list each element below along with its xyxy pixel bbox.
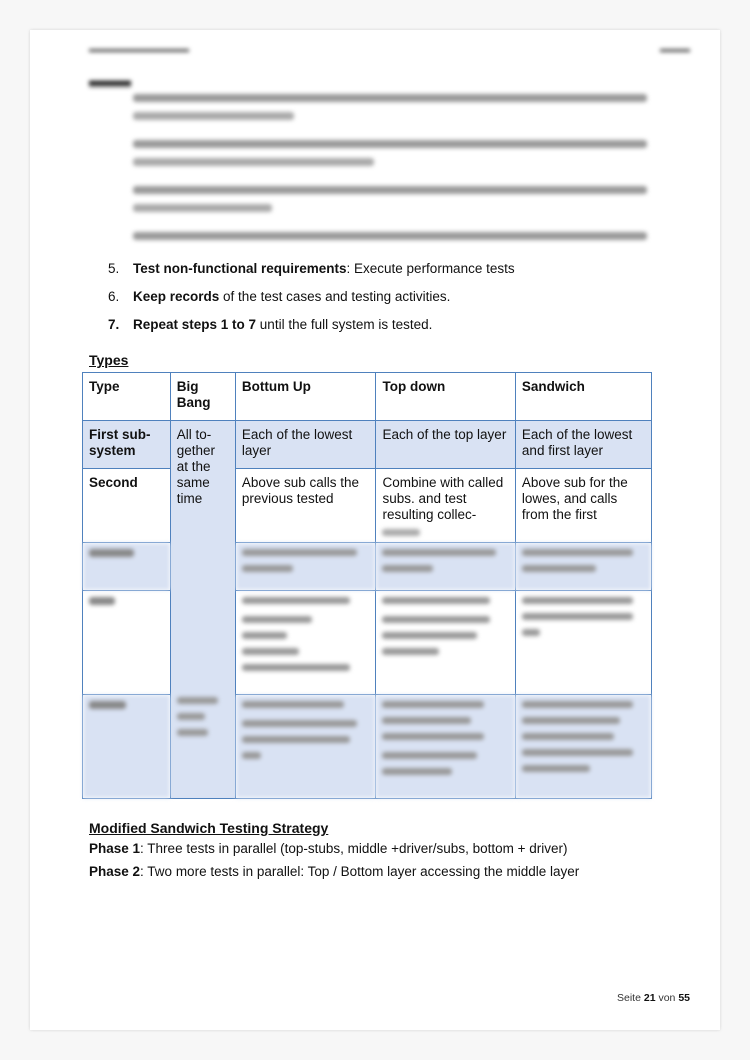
blurred-cell bbox=[235, 591, 376, 695]
blurred-cell bbox=[376, 695, 515, 799]
blurred-step bbox=[108, 186, 668, 222]
blurred-cell bbox=[515, 591, 651, 695]
cell-sandwich-second: Above sub for the lowes, and calls from the first bbox=[515, 469, 651, 543]
phase-1-text: : Three tests in parallel (top-stubs, middle +driver/subs, bottom + driver) bbox=[140, 841, 568, 856]
step-number: 5. bbox=[108, 261, 120, 276]
cell-top-down-second-text: Combine with called subs. and test resulting collec- bbox=[382, 475, 504, 522]
row-label-second: Second bbox=[83, 469, 171, 543]
modified-sandwich-title: Modified Sandwich Testing Strategy bbox=[89, 820, 329, 836]
cell-sandwich-first: Each of the lowest and first layer bbox=[515, 421, 651, 469]
cell-top-down-first: Each of the top layer bbox=[376, 421, 515, 469]
step-item bbox=[108, 316, 668, 334]
blurred-step bbox=[108, 94, 668, 130]
phase-2-label: Phase 2 bbox=[89, 864, 141, 879]
blurred-cell bbox=[235, 543, 376, 591]
blurred-step bbox=[108, 232, 668, 250]
blurred-cell bbox=[376, 543, 515, 591]
blurred-cell bbox=[376, 591, 515, 695]
running-header-right: ▬▬▬ bbox=[660, 44, 690, 55]
header-cell-big-bang: Big Bang bbox=[170, 373, 235, 421]
blurred-step bbox=[108, 140, 668, 176]
header-cell-sandwich: Sandwich bbox=[515, 373, 651, 421]
footer-total-pages: 55 bbox=[678, 992, 690, 1004]
cell-top-down-second bbox=[376, 469, 515, 543]
step-number: 6. bbox=[108, 289, 120, 304]
step-text: of the test cases and testing activities. bbox=[219, 289, 451, 304]
table-row-blurred bbox=[83, 695, 652, 799]
step-text: : Execute performance tests bbox=[346, 261, 515, 276]
blurred-cell bbox=[515, 543, 651, 591]
blurred-cell bbox=[83, 591, 171, 695]
step-item bbox=[108, 288, 668, 306]
big-bang-cell bbox=[170, 421, 235, 799]
blurred-cell bbox=[83, 543, 171, 591]
cell-bottom-up-second: Above sub calls the previous tested bbox=[235, 469, 376, 543]
step-number: 7. bbox=[108, 317, 120, 332]
blurred-cons-big-bang bbox=[177, 697, 229, 736]
footer-prefix: Seite bbox=[617, 992, 644, 1004]
big-bang-text: All to-gether at the same time bbox=[176, 427, 215, 506]
table-row bbox=[83, 421, 652, 469]
phase-1 bbox=[89, 841, 567, 856]
types-title: Types bbox=[89, 352, 129, 368]
phase-2-text: : Two more tests in parallel: Top / Bottom layer accessing the middle layer bbox=[140, 864, 580, 879]
phase-2 bbox=[89, 864, 579, 879]
blurred-cell bbox=[83, 695, 171, 799]
phase-1-label: Phase 1 bbox=[89, 841, 141, 856]
footer-page-number: 21 bbox=[643, 992, 656, 1004]
footer-middle: von bbox=[655, 992, 679, 1004]
steps-list bbox=[108, 90, 668, 344]
table-row-blurred bbox=[83, 591, 652, 695]
step-bold-text: Repeat steps 1 to 7 bbox=[133, 317, 257, 332]
blurred-cell bbox=[235, 695, 376, 799]
blurred-text bbox=[382, 529, 420, 536]
step-item bbox=[108, 260, 668, 278]
table-row-blurred bbox=[83, 543, 652, 591]
table-row bbox=[83, 469, 652, 543]
types-table bbox=[82, 372, 652, 799]
steps-title: ▬▬▬ bbox=[89, 72, 131, 88]
header-cell-top-down: Top down bbox=[376, 373, 515, 421]
step-text: until the full system is tested. bbox=[256, 317, 433, 332]
blurred-cell bbox=[515, 695, 651, 799]
page-footer bbox=[617, 992, 690, 1004]
row-label-first-subsystem: First sub-system bbox=[83, 421, 171, 469]
header-cell-bottom-up: Bottum Up bbox=[235, 373, 376, 421]
running-header-left: ▬▬▬▬▬▬▬▬▬▬ bbox=[89, 44, 189, 55]
header-cell-type: Type bbox=[83, 373, 171, 421]
step-bold-text: Test non-functional requirements bbox=[133, 261, 347, 276]
document-page bbox=[30, 30, 720, 1030]
step-bold-text: Keep records bbox=[133, 289, 220, 304]
cell-bottom-up-first: Each of the lowest layer bbox=[235, 421, 376, 469]
table-header-row bbox=[83, 373, 652, 421]
